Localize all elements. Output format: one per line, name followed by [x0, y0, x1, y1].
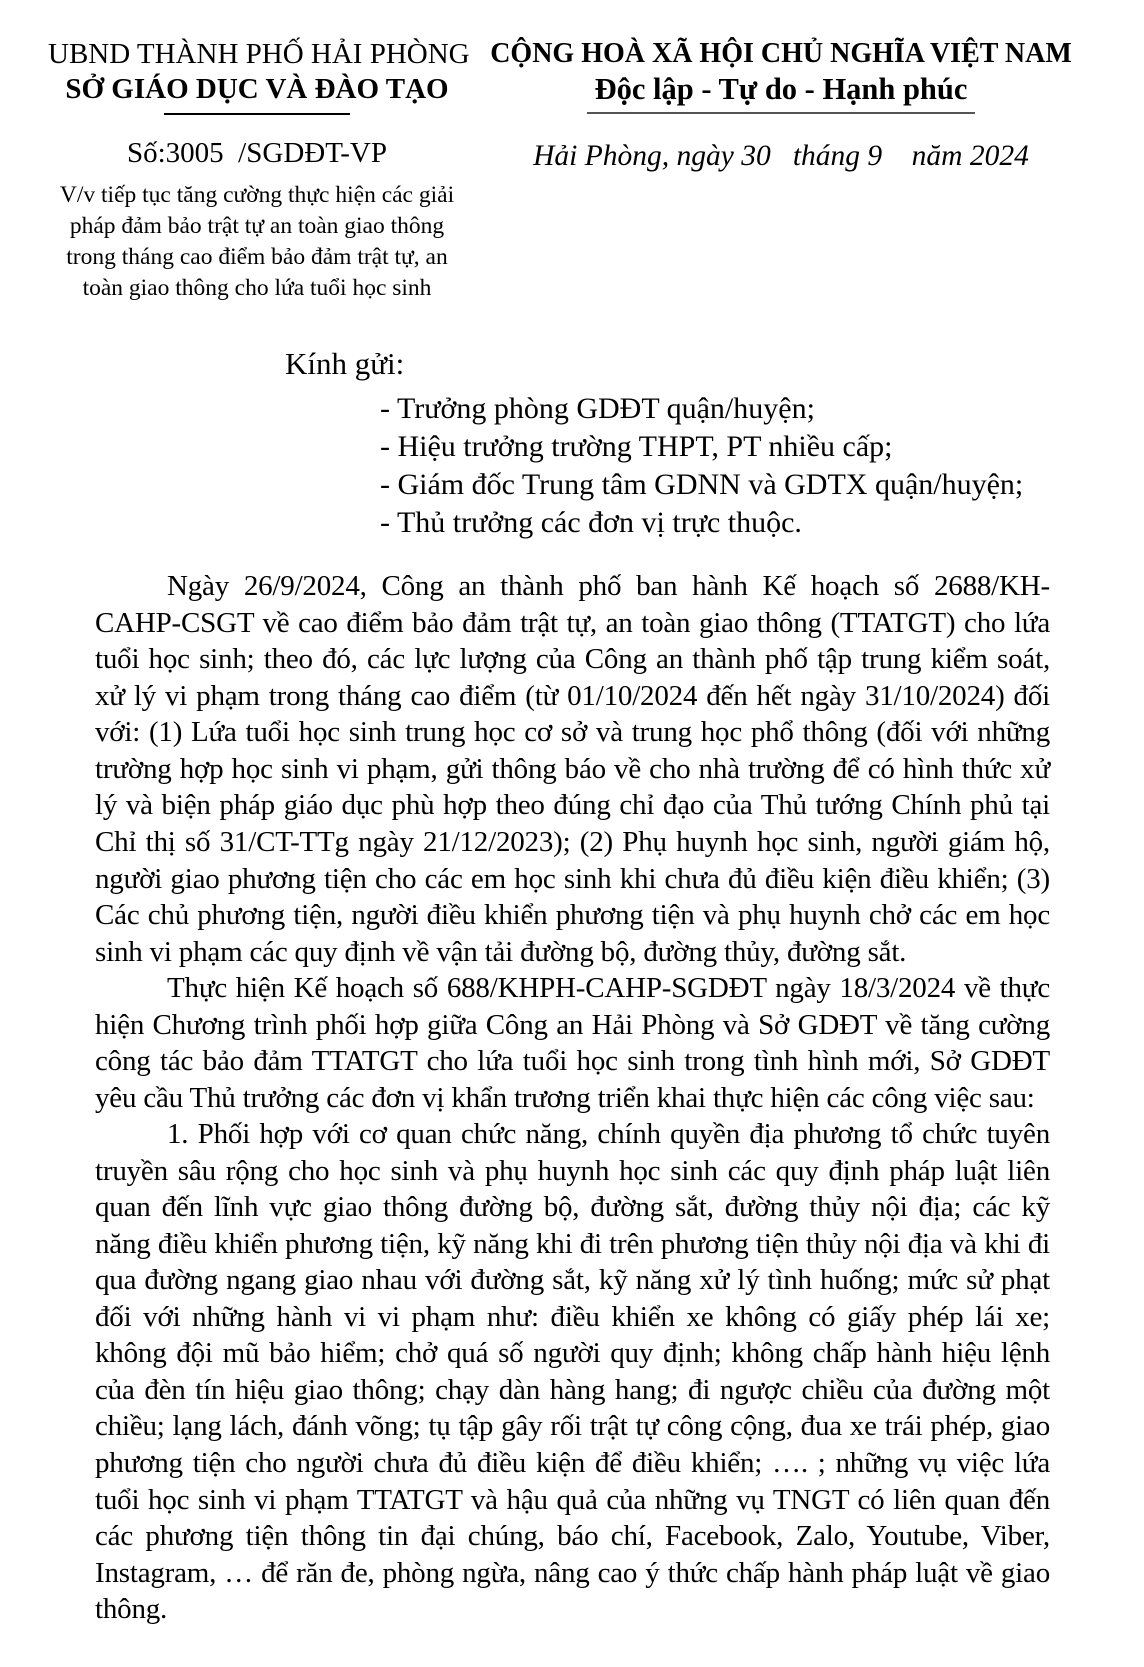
issuer-divider [164, 113, 350, 115]
issuer-block [48, 38, 470, 305]
recipient-item: - Giám đốc Trung tâm GDNN và GDTX quận/huyện; [380, 468, 1024, 502]
body-paragraph: 1. Phối hợp với cơ quan chức năng, chính quyền địa phương tổ chức tuyên truyền sâu rộng cho học sinh và phụ huynh học sinh các quy định pháp luật liên quan đến lĩnh vực giao thông đường bộ, đường sắt, đường thủy nội địa; các kỹ năng điều khiển phương tiện, kỹ năng khi đi trên phương tiện thủy nội địa và khi đi qua đường ngang giao nhau với đường sắt, kỹ năng xử lý tình huống; mức sử phạt đối với những hành vi vi phạm như: điều khiển xe không có giấy phép lái xe; không đội mũ bảo hiểm; chở quá số người quy định; không chấp hành hiệu lệnh của đèn tín hiệu giao thông; chạy dàn hàng hang; đi ngược chiều của đường một chiều; lạng lách, đánh võng; tụ tập gây rối trật tự công cộng, đua xe trái phép, giao phương tiện cho người chưa đủ điều kiện để điều khiển; …. ; những vụ việc lứa tuổi học sinh vi phạm TTATGT và hậu quả của những vụ TNGT có liên quan đến các phương tiện thông tin đại chúng, báo chí, Facebook, Zalo, Youtube, Viber, Instagram, … để răn đe, phòng ngừa, nâng cao ý thức chấp hành pháp luật về giao thông. [95, 1118, 1050, 1626]
national-motto-line2-wrap [466, 73, 1096, 114]
recipient-item: - Thủ trưởng các đơn vị trực thuộc. [380, 506, 802, 540]
body-paragraph: Thực hiện Kế hoạch số 688/KHPH-CAHP-SGDĐT ngày 18/3/2024 về thực hiện Chương trình phối hợp giữa Công an Hải Phòng và Sở GDĐT về tăng cường công tác bảo đảm TTATGT cho lứa tuổi học sinh trong tình hình mới, Sở GDĐT yêu cầu Thủ trưởng các đơn vị khẩn trương triển khai thực hiện các công việc sau: [95, 972, 1050, 1114]
recipient-item: - Trưởng phòng GDĐT quận/huyện; [380, 391, 815, 425]
salutation: Kính gửi: [285, 345, 405, 381]
document-header [48, 38, 1096, 305]
national-header-block [466, 38, 1096, 173]
body-paragraph: Ngày 26/9/2024, Công an thành phố ban hành Kế hoạch số 2688/KH-CAHP-CSGT về cao điểm bảo đảm trật tự, an toàn giao thông (TTATGT) cho lứa tuổi học sinh; theo đó, các lực lượng của Công an thành phố tập trung kiểm soát, xử lý vi phạm trong tháng cao điểm (từ 01/10/2024 đến hết ngày 31/10/2024) đối với: (1) Lứa tuổi học sinh trung học cơ sở và trung học phổ thông (đối với những trường hợp học sinh vi phạm, gửi thông báo về cho nhà trường để có hình thức xử lý và biện pháp giáo dục phù hợp theo đúng chỉ đạo của Thủ tướng Chính phủ tại Chỉ thị số 31/CT-TTg ngày 21/12/2023); (2) Phụ huynh học sinh, người giám hộ, người giao phương tiện cho các em học sinh khi chưa đủ điều kiện điều khiển; (3) Các chủ phương tiện, người điều khiển phương tiện và phụ huynh chở các em học sinh vi phạm các quy định về vận tải đường bộ, đường thủy, đường sắt. [95, 570, 1050, 968]
document-number: Số:3005 /SGDĐT-VP [127, 136, 387, 169]
recipient-item: - Hiệu trưởng trường THPT, PT nhiều cấp; [380, 429, 893, 463]
document-subject: V/v tiếp tục tăng cường thực hiện các giải pháp đảm bảo trật tự an toàn giao thông trong tháng cao điểm bảo đảm trật tự, an toàn giao thông cho lứa tuổi học sinh [59, 181, 455, 302]
issuer-parent-org: UBND THÀNH PHỐ HẢI PHÒNG [48, 38, 470, 70]
issuer-department: SỞ GIÁO DỤC VÀ ĐÀO TẠO [65, 73, 449, 106]
recipient-list [380, 390, 1096, 542]
national-motto-line2: Độc lập - Tự do - Hạnh phúc [587, 73, 976, 114]
national-motto-line1: CỘNG HOÀ XÃ HỘI CHỦ NGHĨA VIỆT NAM [490, 38, 1072, 69]
place-dateline: Hải Phòng, ngày 30 tháng 9 năm 2024 [533, 139, 1029, 172]
document-body [95, 568, 1050, 1627]
